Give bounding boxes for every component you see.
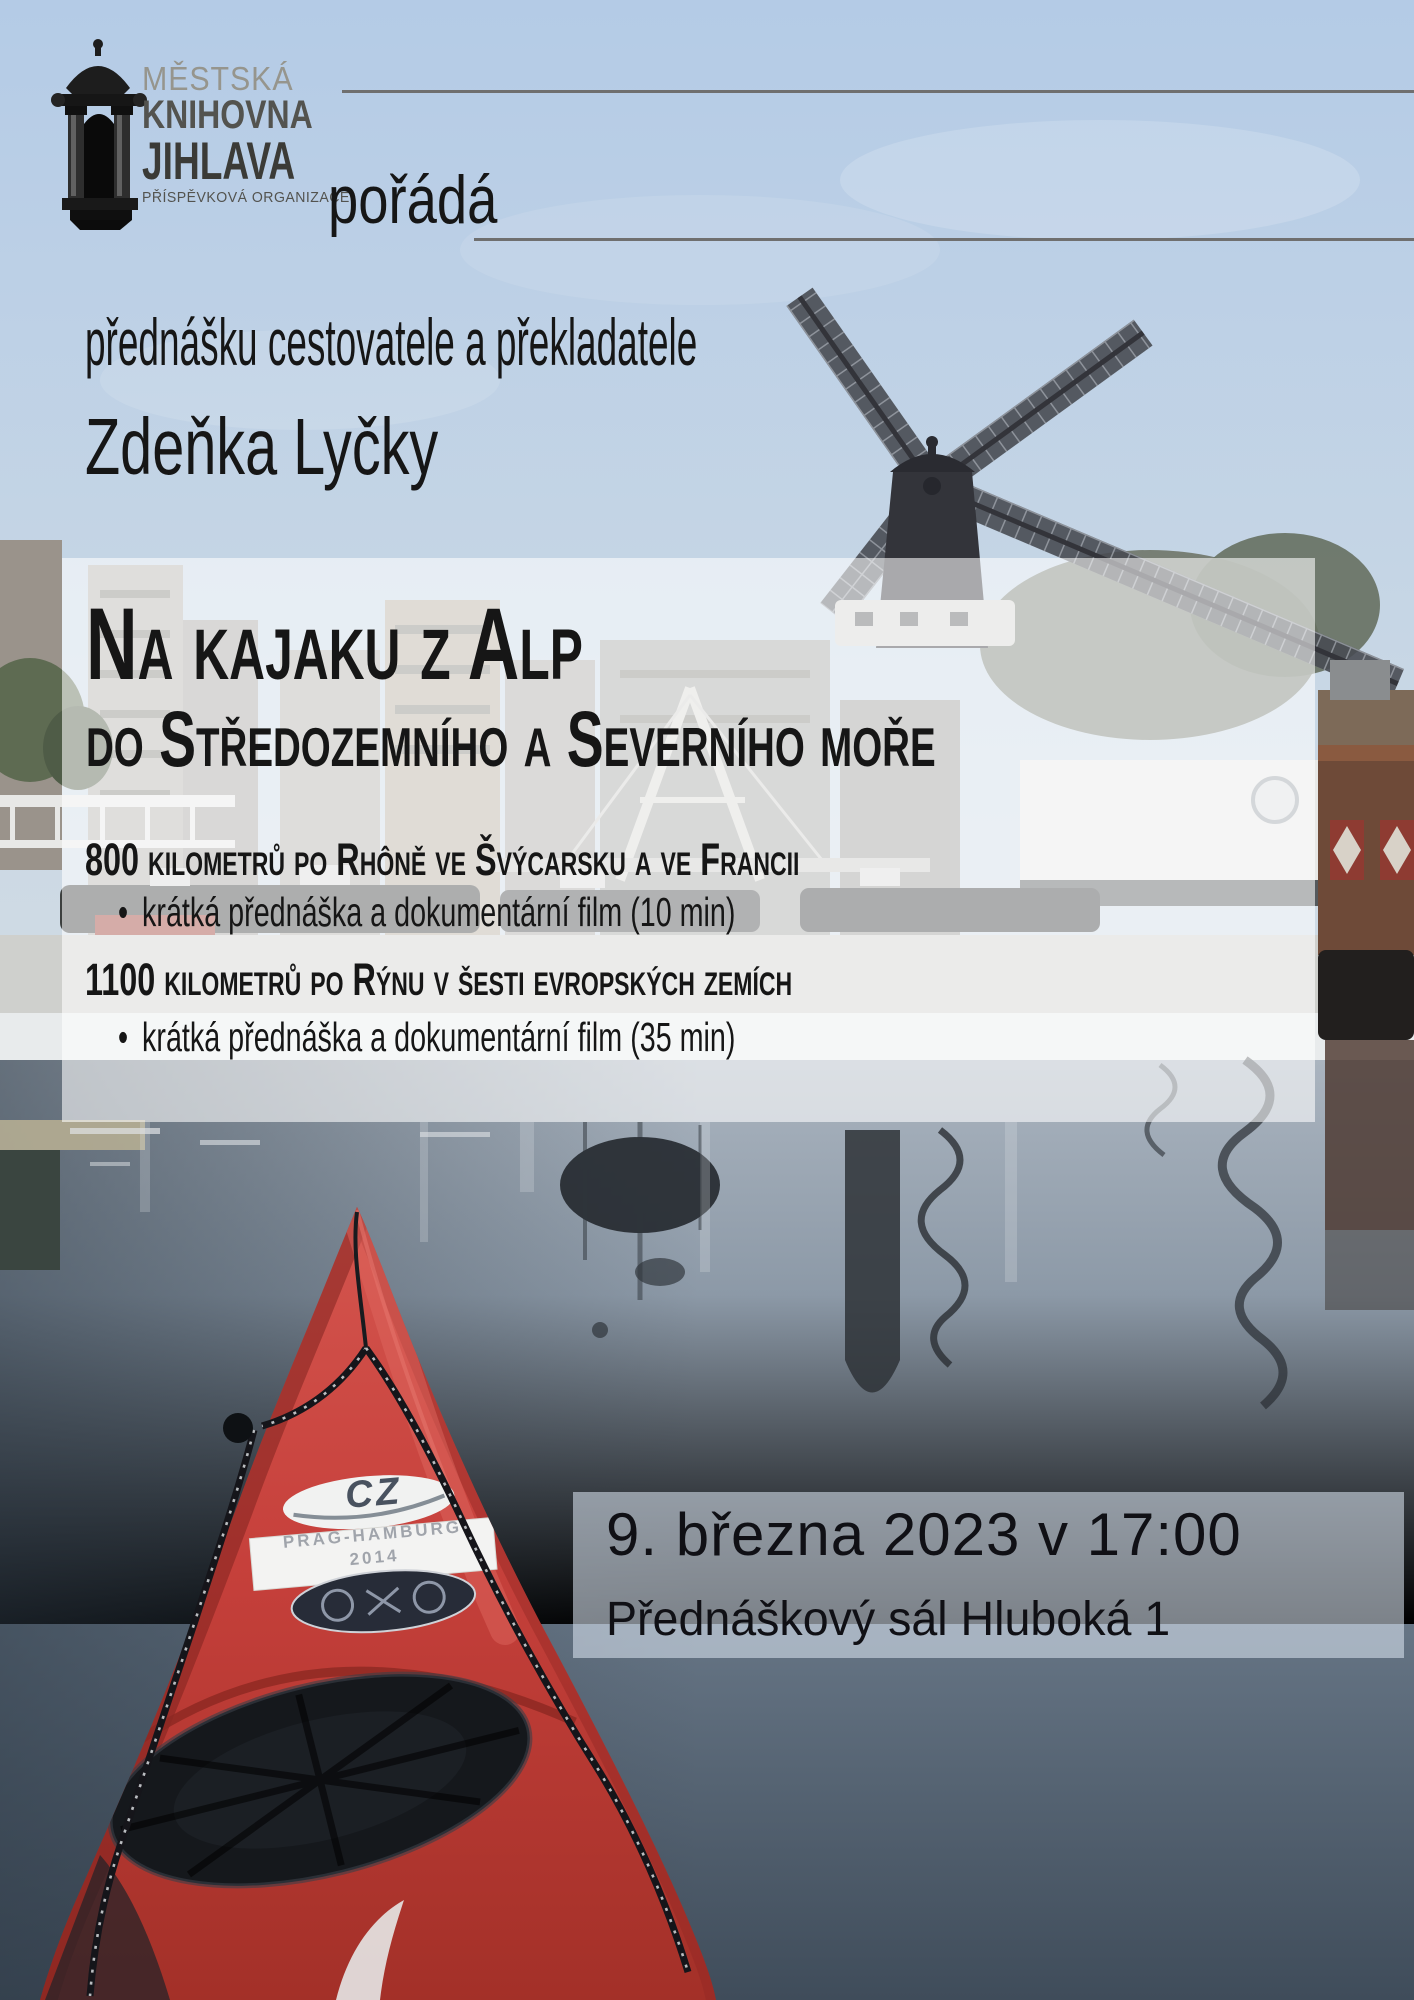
program-heading-1: 800 kilometrů po Rhôně ve Švýcarsku a ve Francii <box>85 834 800 885</box>
bow-toggle <box>223 1413 253 1443</box>
bullet-dot: • <box>118 889 129 935</box>
event-venue: Přednáškový sál Hluboká 1 <box>606 1593 1171 1646</box>
program-detail-1 <box>118 891 735 934</box>
bullet-dot: • <box>118 1014 129 1060</box>
kayak-trip-sticker-line1: PRAG-HAMBURG <box>282 1517 463 1552</box>
program-detail-2-text: krátká přednáška a dokumentární film (35 min) <box>142 1014 736 1060</box>
top-rule <box>342 90 1414 93</box>
poster-title-line1: Na kajaku z Alp <box>86 587 583 701</box>
logo-subtitle: PŘÍSPĚVKOVÁ ORGANIZACE <box>142 189 350 206</box>
hosts-label: pořádá <box>328 162 498 238</box>
brown-boat <box>1318 660 1414 1040</box>
program-detail-1-text: krátká přednáška a dokumentární film (10 min) <box>142 889 736 935</box>
second-rule <box>474 238 1414 241</box>
speaker-name: Zdeňka Lyčky <box>85 402 439 491</box>
kayak-country-sticker: CZ <box>343 1470 404 1517</box>
library-tower-icon <box>50 34 150 230</box>
logo-line-jihlava: JIHLAVA <box>142 132 296 191</box>
kayak-trip-sticker-line2: 2014 <box>348 1545 401 1570</box>
logo-line-mestska: MĚSTSKÁ <box>142 60 294 97</box>
event-datetime: 9. března 2023 v 17:00 <box>606 1501 1242 1568</box>
program-detail-2 <box>118 1016 735 1059</box>
poster-title-line2: do Středozemního a Severního moře <box>86 694 936 783</box>
logo-line-knihovna: KNIHOVNA <box>142 93 313 137</box>
program-heading-2: 1100 kilometrů po Rýnu v šesti evropských zemích <box>85 954 793 1005</box>
intro-line: přednášku cestovatele a překladatele <box>85 305 698 379</box>
